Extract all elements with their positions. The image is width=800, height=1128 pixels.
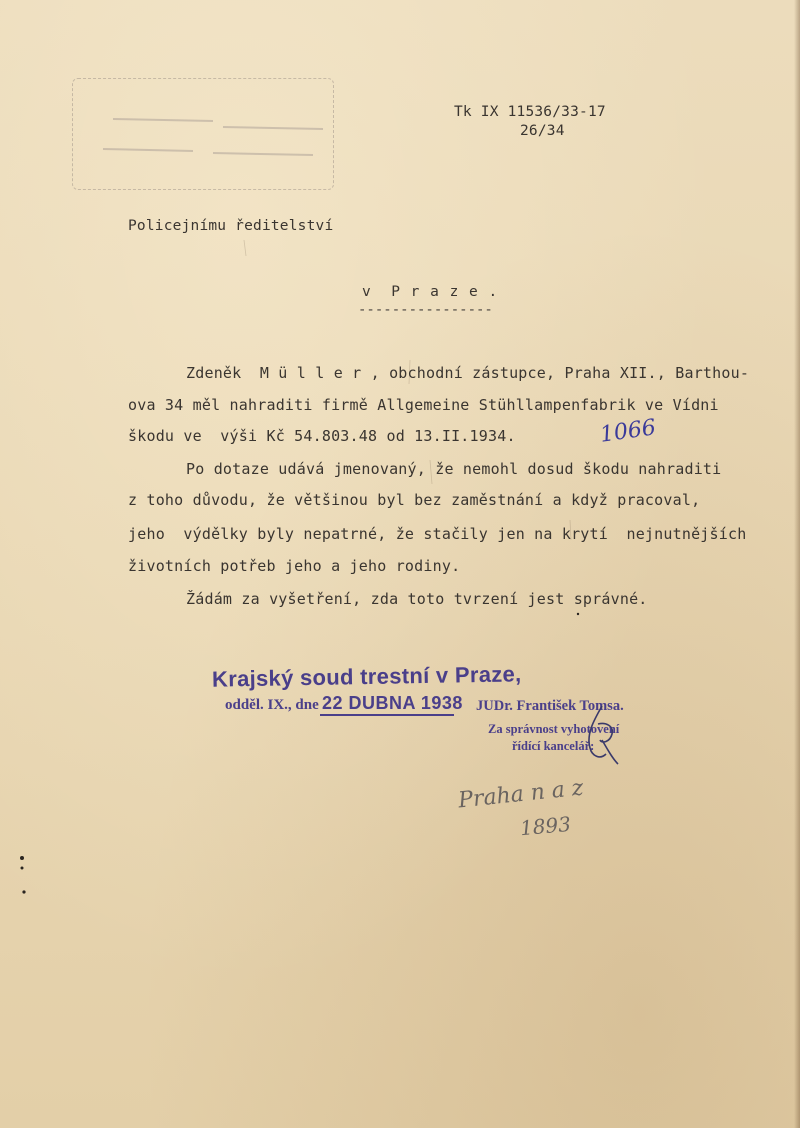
body-line: Po dotaze udává jmenovaný, že nemohl dosud škodu nahraditi [186, 460, 722, 478]
court-stamp-date: 22 DUBNA 1938 [322, 693, 463, 713]
body-line: Žádám za vyšetření, zda toto tvrzení jest správné. [186, 590, 648, 608]
office-note: řídící kancelář: [512, 739, 595, 753]
reference-subnumber: 26/34 [520, 123, 565, 139]
body-line: ova 34 měl nahraditi firmě Allgemeine Stühllampenfabrik ve Vídni [128, 396, 719, 414]
signature-mark [572, 700, 632, 770]
reference-number: Tk IX 11536/33-17 [454, 104, 606, 120]
pencil-note: Praha n a z [457, 775, 585, 814]
court-stamp-department: odděl. IX., dne [225, 697, 319, 713]
body-line: z toho důvodu, že většinou byl bez zaměstnání a když pracoval, [128, 491, 701, 509]
body-line: škodu ve výši Kč 54.803.48 od 13.II.1934. [128, 427, 516, 445]
body-line: životních potřeb jeho a jeho rodiny. [128, 557, 461, 575]
date-underline [320, 714, 454, 716]
court-stamp-title: Krajský soud trestní v Praze, [211, 661, 522, 692]
city-underline: ---------------- [358, 302, 493, 318]
addressee-city: v P r a z e . [362, 284, 499, 300]
body-line: Zdeněk M ü l l e r , obchodní zástupce, Praha XII., Barthou- [186, 364, 750, 382]
addressee-office: Policejnímu ředitelství [128, 218, 334, 234]
handwritten-number: 1066 [598, 415, 658, 448]
judge-name: JUDr. František Tomsa. [476, 698, 624, 714]
pencil-note-number: 1893 [519, 811, 572, 841]
correctness-note: Za správnost vyhotovení [488, 722, 620, 736]
body-line: jeho výdělky byly nepatrné, že stačily jen na krytí nejnutnějších [128, 525, 747, 543]
